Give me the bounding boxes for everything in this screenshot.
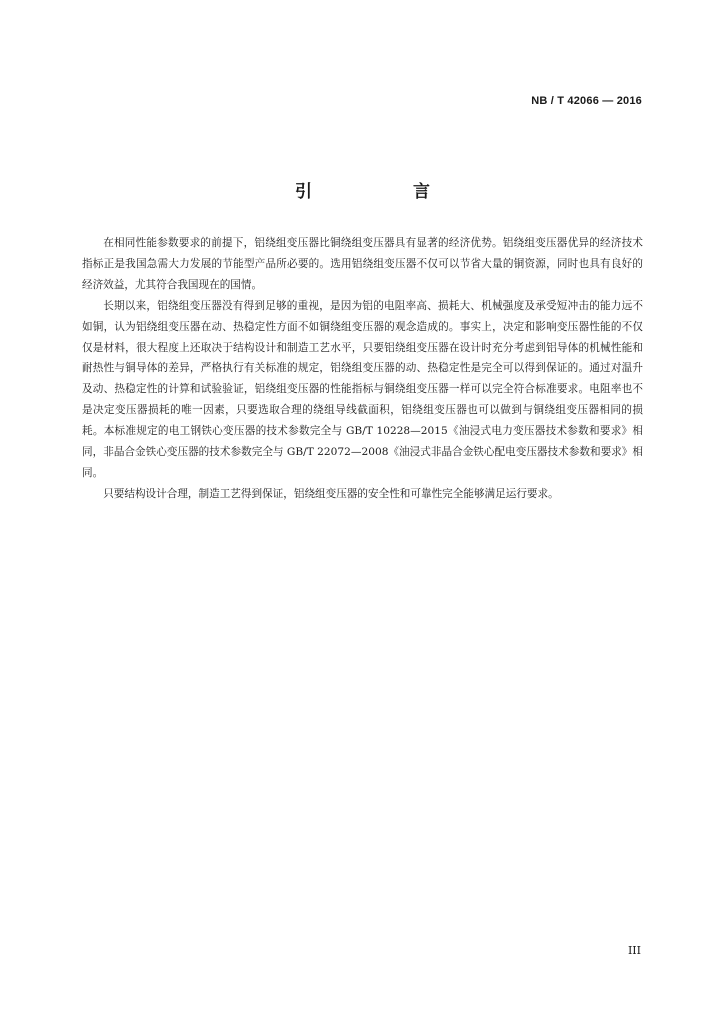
- page-title: 引 言: [295, 182, 472, 202]
- body-text: [82, 233, 643, 505]
- paragraph: 只要结构设计合理，制造工艺得到保证，铝绕组变压器的安全性和可靠性完全能够满足运行要求。: [103, 487, 559, 500]
- standard-code: NB / T 42066 — 2016: [531, 95, 642, 107]
- paragraph: 长期以来，铝绕组变压器没有得到足够的重视，是因为铝的电阻率高、损耗大、机械强度及承受短冲击的能力远不如铜，认为铝绕组变压器在动、热稳定性方面不如铜绕组变压器的观念造成的。事实上，决定和影响变压器性能的不仅仅是材料，很大程度上还取决于结构设计和制造工艺水平，只要铝绕组变压器在设计时充分考虑到铝导体的机械性能和耐热性与铜导体的差异，严格执行有关标准的规定，铝绕组变压器的动、热稳定性是完全可以得到保证的。通过对温升及动、热稳定性的计算和试验验证，铝绕组变压器的性能指标与铜绕组变压器一样可以完全符合标准要求。电阻率也不是决定变压器损耗的唯一因素，只要选取合理的绕组导线截面积，铝绕组变压器也可以做到与铜绕组变压器相同的损耗。本标准规定的电工钢铁心变压器的技术参数完全与 GB/T 10228—2015《油浸式电力变压器技术参数和要求》相同，非晶合金铁心变压器的技术参数完全与 GB/T 22072—2008《油浸式非晶合金铁心配电变压器技术参数和要求》相同。: [82, 299, 643, 479]
- paragraph: 在相同性能参数要求的前提下，铝绕组变压器比铜绕组变压器具有显著的经济优势。铝绕组变压器优异的经济技术指标正是我国急需大力发展的节能型产品所必要的。选用铝绕组变压器不仅可以节省大量的铜资源，同时也具有良好的经济效益，尤其符合我国现在的国情。: [82, 237, 643, 291]
- page-number: III: [627, 944, 641, 957]
